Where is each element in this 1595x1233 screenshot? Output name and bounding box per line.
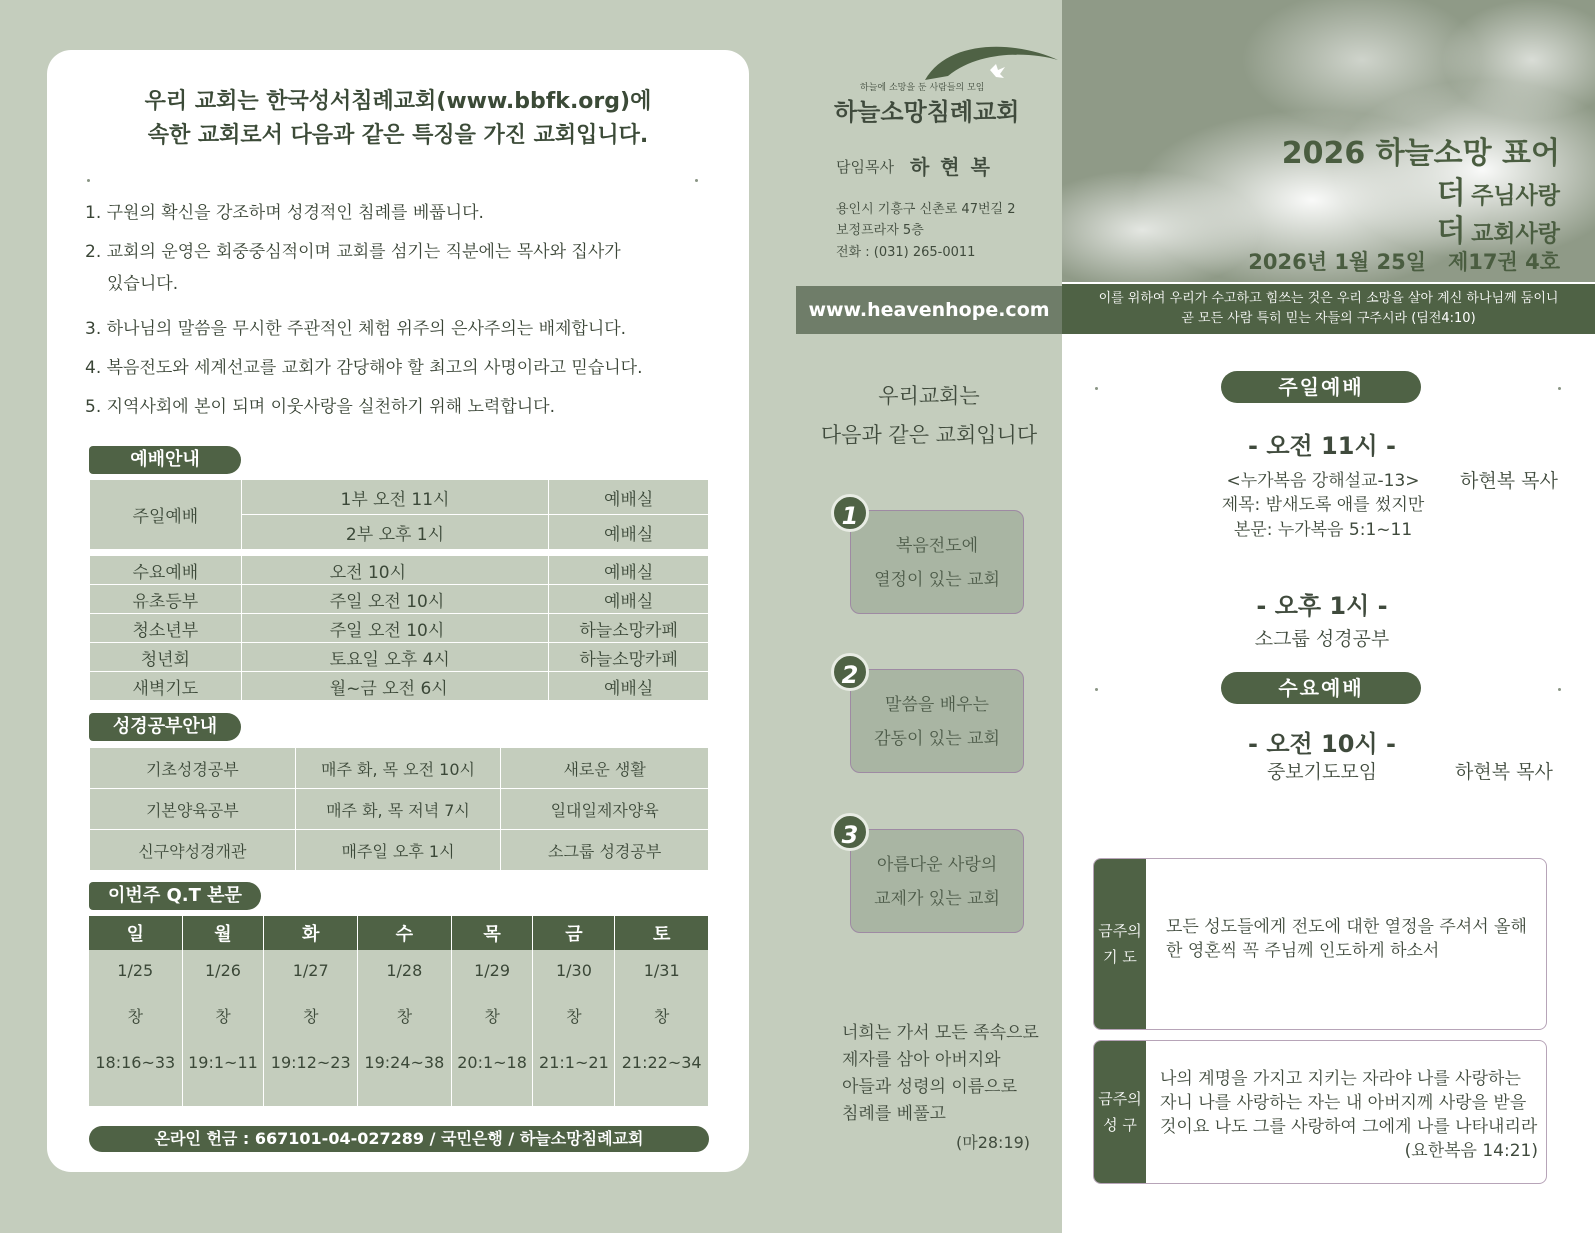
intro-line-1: 우리 교회는 한국성서침례교회(www.bbfk.org)에 [144, 89, 652, 114]
worship-time: 월~금 오전 6시 [241, 672, 549, 701]
qt-book: 창 [615, 990, 709, 1040]
worship-time: 2부 오후 1시 [241, 515, 548, 550]
study-time: 매주일 오후 1시 [295, 830, 501, 871]
church-slogan: 하늘에 소망을 둔 사람들의 모임 [860, 83, 985, 93]
motto-more: 더 [1436, 214, 1466, 249]
feature-box-line: 아름다운 사랑의 [876, 855, 998, 875]
wednesday-service-pill: 수요예배 [1221, 672, 1421, 704]
worship-place: 예배실 [549, 480, 709, 515]
verse-line: 자니 나를 사랑하는 자는 내 아버지께 사랑을 받을 [1160, 1093, 1527, 1113]
commission-ref: (마28:19) [956, 1133, 1031, 1152]
sunday-preacher: 하현복 목사 [1460, 470, 1558, 492]
motto-text: 주님사랑 [1471, 183, 1560, 209]
study-topic: 새로운 생활 [501, 748, 709, 789]
worship-place: 예배실 [549, 585, 709, 614]
worship-time: 토요일 오후 4시 [241, 643, 549, 672]
divider-dot [1095, 387, 1098, 390]
table-row [90, 614, 709, 643]
qt-date: 1/26 [182, 950, 264, 990]
worship-name: 수요예배 [90, 556, 242, 585]
number-badge-2: 2 [831, 653, 869, 691]
website-link[interactable]: www.heavenhope.com [796, 286, 1062, 334]
verse-line: 것이요 나도 그를 사랑하여 그에게 나를 나타내리라 [1160, 1117, 1538, 1137]
qt-verse: 19:24~38 [358, 1040, 452, 1084]
study-topic: 소그룹 성경공부 [501, 830, 709, 871]
table-row [90, 789, 709, 830]
worship-place: 예배실 [549, 515, 709, 550]
our-church-line-1: 우리교회는 [878, 384, 980, 408]
worship-place: 하늘소망카페 [549, 643, 709, 672]
worship-name: 유초등부 [90, 585, 242, 614]
phone-number: 전화 : (031) 265-0011 [836, 245, 976, 260]
study-time: 매주 화, 목 오전 10시 [295, 748, 501, 789]
feature-4: 4. 복음전도와 세계선교를 교회가 감당해야 할 최고의 사명이라고 믿습니다. [85, 358, 643, 378]
wednesday-program: 중보기도모임 [1266, 761, 1378, 783]
qt-day: 수 [358, 916, 452, 950]
worship-guide-tag: 예배안내 [89, 446, 241, 474]
qt-date: 1/25 [89, 950, 182, 990]
commission-verse [842, 1020, 1039, 1128]
study-name: 신구약성경개관 [90, 830, 296, 871]
theme-verse-line: 이를 위하여 우리가 수고하고 힘쓰는 것은 우리 소망을 살아 계신 하나님께 둠이니 [1098, 291, 1559, 306]
table-row [90, 556, 709, 585]
table-row [90, 830, 709, 871]
weekly-verse-label [1094, 1041, 1146, 1183]
weekly-prayer-label [1094, 859, 1146, 1029]
weekly-verse-card [1093, 1040, 1547, 1184]
sermon-title: 제목: 밤새도록 애를 썼지만 [1221, 495, 1425, 515]
qt-verse: 18:16~33 [89, 1040, 182, 1084]
worship-place: 예배실 [549, 672, 709, 701]
verse-line: 나의 계명을 가지고 지키는 자라야 나를 사랑하는 [1160, 1069, 1521, 1089]
qt-day: 목 [451, 916, 533, 950]
label-line: 금주의 [1098, 1090, 1142, 1108]
qt-tag: 이번주 Q.T 본문 [89, 882, 261, 910]
worship-time: 1부 오전 11시 [241, 480, 548, 515]
motto-more: 더 [1436, 176, 1466, 211]
feature-box-line: 감동이 있는 교회 [874, 729, 1000, 749]
commission-line: 침례를 베풀고 [842, 1104, 946, 1124]
wednesday-preacher: 하현복 목사 [1455, 761, 1553, 783]
weekly-prayer-text [1166, 915, 1527, 963]
bible-study-table [89, 747, 709, 871]
prayer-line: 한 영혼씩 꼭 주님께 인도하게 하소서 [1166, 941, 1440, 961]
worship-time: 주일 오전 10시 [241, 614, 549, 643]
qt-book: 창 [451, 990, 533, 1040]
motto-text: 교회사랑 [1471, 221, 1560, 247]
study-name: 기본양육공부 [90, 789, 296, 830]
label-line: 기 도 [1103, 948, 1137, 966]
weekly-verse-text [1160, 1067, 1538, 1163]
qt-date: 1/27 [264, 950, 358, 990]
motto-line-3 [1300, 206, 1560, 250]
qt-day: 월 [182, 916, 264, 950]
online-offering-bar: 온라인 헌금 : 667101-04-027289 / 국민은행 / 하늘소망침례교회 [89, 1126, 709, 1152]
worship-name: 새벽기도 [90, 672, 242, 701]
table-row [90, 748, 709, 789]
theme-verse-bar [1062, 284, 1595, 334]
sunday-service-pill: 주일예배 [1221, 371, 1421, 403]
feature-box-line: 교제가 있는 교회 [874, 889, 1000, 909]
worship-name: 주일예배 [90, 480, 242, 550]
label-line: 금주의 [1098, 922, 1142, 940]
study-topic: 일대일제자양육 [501, 789, 709, 830]
label-line: 성 구 [1103, 1116, 1137, 1134]
church-info-panel [47, 50, 749, 1172]
table-row [90, 643, 709, 672]
worship-guide-sunday-table [89, 479, 709, 550]
our-church-line-2: 다음과 같은 교회입니다 [820, 423, 1038, 447]
pastor-name: 하 현 복 [910, 155, 992, 179]
divider-dot [1095, 688, 1098, 691]
qt-date: 1/30 [533, 950, 615, 990]
worship-time: 오전 10시 [241, 556, 549, 585]
divider-dot [87, 179, 90, 182]
study-time: 매주 화, 목 저녁 7시 [295, 789, 501, 830]
feature-box-line: 열정이 있는 교회 [874, 570, 1000, 590]
verse-ref: (요한복음 14:21) [1404, 1141, 1538, 1161]
feature-box-line: 말씀을 배우는 [885, 695, 989, 715]
sunday-time-pm: - 오후 1시 - [1256, 592, 1388, 620]
qt-book: 창 [533, 990, 615, 1040]
worship-name: 청소년부 [90, 614, 242, 643]
worship-place: 예배실 [549, 556, 709, 585]
intro-line-2: 속한 교회로서 다음과 같은 특징을 가진 교회입니다. [147, 123, 649, 148]
table-row [90, 585, 709, 614]
table-row [90, 672, 709, 701]
feature-2: 2. 교회의 운영은 회중중심적이며 교회를 섬기는 직분에는 목사와 집사가 [85, 242, 621, 262]
sunday-time-am: - 오전 11시 - [1248, 432, 1396, 460]
prayer-line: 모든 성도들에게 전도에 대한 열정을 주셔서 올해 [1166, 917, 1527, 937]
qt-book: 창 [182, 990, 264, 1040]
commission-line: 너희는 가서 모든 족속으로 [842, 1023, 1039, 1043]
divider-dot [695, 179, 698, 182]
pm-program: 소그룹 성경공부 [1254, 628, 1390, 650]
worship-name: 청년회 [90, 643, 242, 672]
qt-verse: 20:1~18 [451, 1040, 533, 1084]
church-feature-box-3 [850, 829, 1024, 933]
commission-line: 제자를 삼아 아버지와 [842, 1050, 1001, 1070]
study-name: 기초성경공부 [90, 748, 296, 789]
pastor-label: 담임목사 [836, 158, 894, 176]
qt-verse: 21:22~34 [615, 1040, 709, 1084]
church-feature-box-1 [850, 510, 1024, 614]
worship-time: 주일 오전 10시 [241, 585, 549, 614]
divider-dot [1558, 688, 1561, 691]
weekly-prayer-card [1093, 858, 1547, 1030]
divider-dot [1558, 387, 1561, 390]
qt-day: 토 [615, 916, 709, 950]
number-badge-1: 1 [831, 494, 869, 532]
sermon-series: <누가복음 강해설교-13> [1226, 471, 1420, 491]
worship-place: 하늘소망카페 [549, 614, 709, 643]
qt-date: 1/28 [358, 950, 452, 990]
wednesday-time: - 오전 10시 - [1248, 730, 1396, 758]
address-line-2: 보정프라자 5층 [836, 223, 924, 238]
qt-verse: 21:1~21 [533, 1040, 615, 1084]
address-line-1: 용인시 기흥구 신촌로 47번길 2 [836, 202, 1016, 217]
qt-day: 일 [89, 916, 182, 950]
qt-table [89, 916, 709, 1106]
qt-verse: 19:1~11 [182, 1040, 264, 1084]
date-issue: 2026년 1월 25일 제17권 4호 [1248, 250, 1560, 274]
feature-2-cont: 있습니다. [107, 274, 179, 294]
qt-book: 창 [264, 990, 358, 1040]
worship-guide-table [89, 555, 709, 701]
number-badge-3: 3 [831, 813, 869, 851]
motto-title: 2026 하늘소망 표어 [1281, 136, 1560, 171]
sermon-text: 본문: 누가복음 5:1~11 [1233, 520, 1413, 540]
qt-date: 1/29 [451, 950, 533, 990]
feature-3: 3. 하나님의 말씀을 무시한 주관적인 체험 위주의 은사주의는 배제합니다. [85, 319, 627, 339]
bible-study-tag: 성경공부안내 [89, 713, 241, 741]
commission-line: 아들과 성령의 이름으로 [842, 1077, 1018, 1097]
feature-5: 5. 지역사회에 본이 되며 이웃사랑을 실천하기 위해 노력합니다. [85, 397, 555, 417]
qt-book: 창 [358, 990, 452, 1040]
qt-day: 화 [264, 916, 358, 950]
feature-1: 1. 구원의 확신을 강조하며 성경적인 침례를 베풉니다. [85, 203, 484, 223]
qt-day: 금 [533, 916, 615, 950]
qt-verse: 19:12~23 [264, 1040, 358, 1084]
qt-date: 1/31 [615, 950, 709, 990]
church-name: 하늘소망침례교회 [834, 98, 1020, 126]
theme-verse-line: 곧 모든 사람 특히 믿는 자들의 구주시라 (딤전4:10) [1181, 311, 1476, 326]
church-feature-box-2 [850, 669, 1024, 773]
feature-box-line: 복음전도에 [895, 536, 979, 556]
qt-book: 창 [89, 990, 182, 1040]
